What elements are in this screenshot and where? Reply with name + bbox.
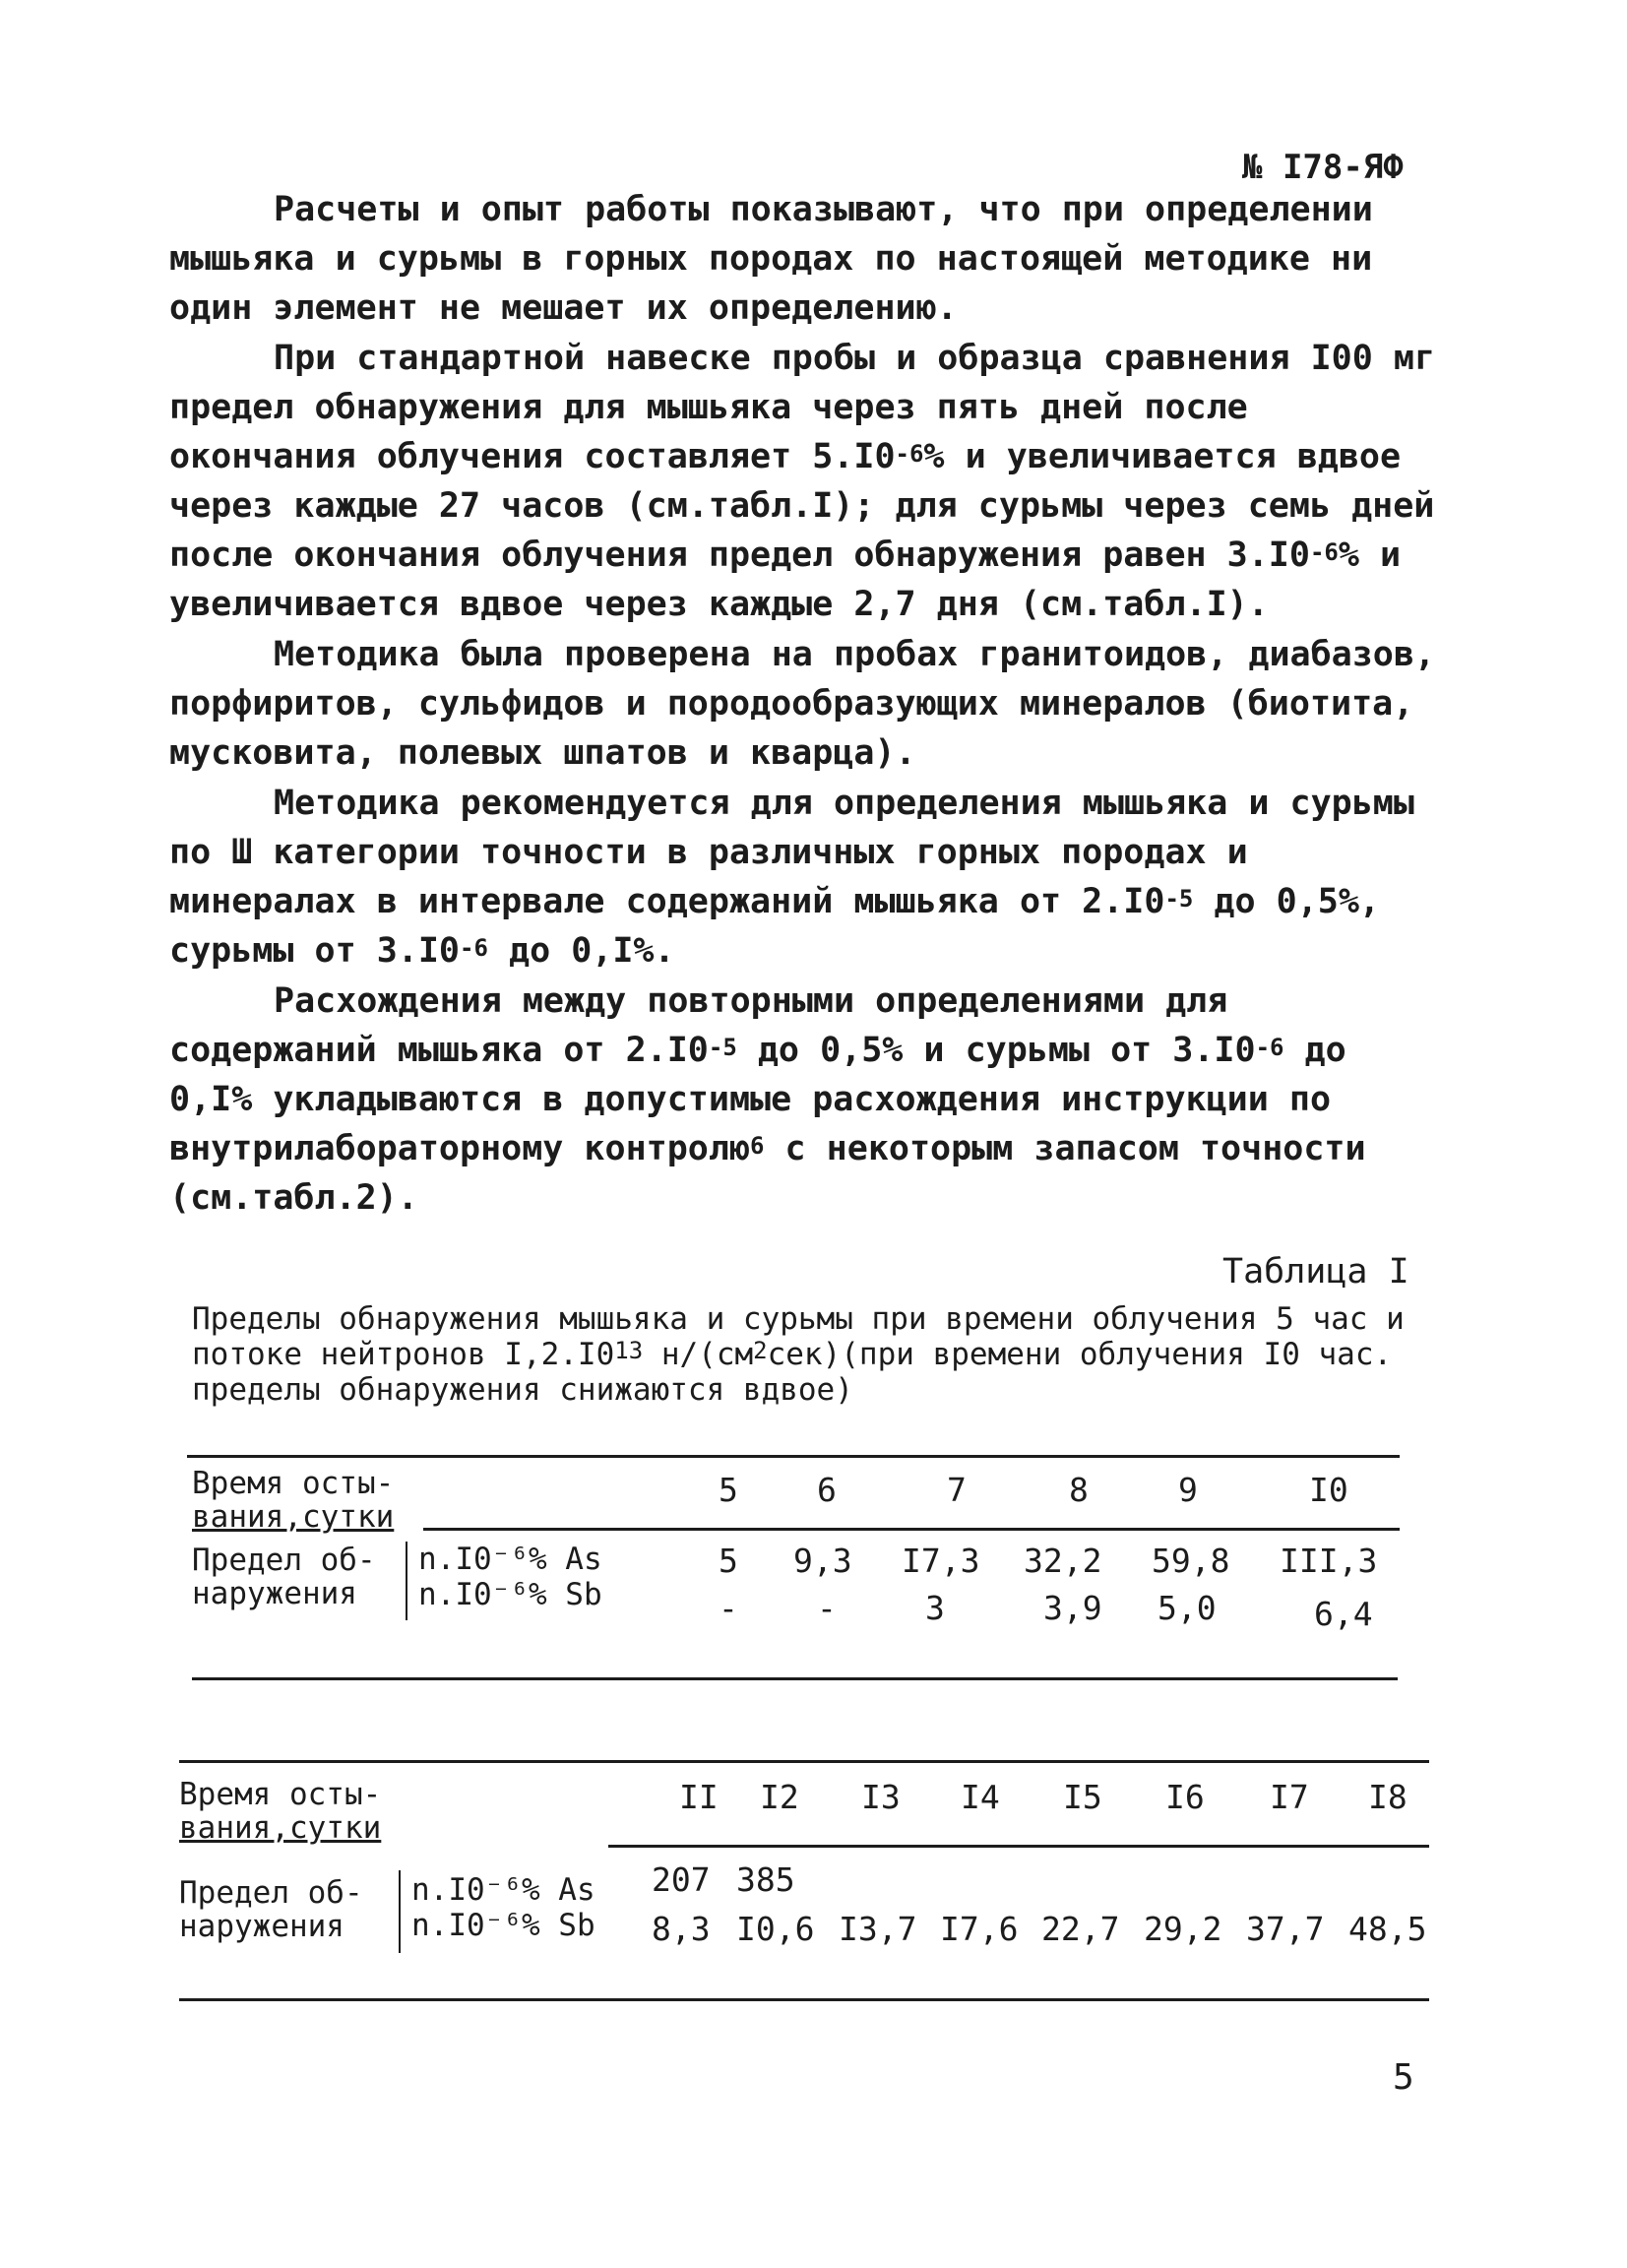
table1-as-cell: 9,3	[793, 1542, 852, 1580]
table2-as-cell: 385	[736, 1860, 795, 1899]
table2-sb-cell: 37,7	[1246, 1910, 1325, 1948]
table1-bottom-rule	[192, 1677, 1398, 1680]
table1-day-cell: 5	[719, 1471, 738, 1509]
page-number: 5	[1393, 2057, 1414, 2098]
table2-header-rule	[608, 1845, 1429, 1848]
table1-units	[418, 1542, 602, 1612]
unit-sb: n.I0⁻⁶% Sb	[411, 1908, 595, 1943]
table1-day-cell: 9	[1178, 1471, 1198, 1509]
paragraph-2: При стандартной навеске пробы и образца сравнения I00 мг предел обнаружения для мышьяка через пять дней после окончания облучения составляет $5.I0^{-6}\%$ и увеличивается вдвое через каждые 27 часов (см.табл.I); для сурьмы через семь дней после окончания облучения предел обнаружения равен $3.I0^{-6}\%$ и увеличивается вдвое через каждые 2,7 дня (см.табл.I).	[169, 339, 1436, 624]
table2-sb-cell: 48,5	[1348, 1910, 1427, 1948]
unit-sb: n.I0⁻⁶% Sb	[418, 1577, 602, 1612]
table1-as-cell: 59,8	[1152, 1542, 1230, 1580]
paragraph-1: Расчеты и опыт работы показывают, что при определении мышьяка и сурьмы в горных породах по настоящей методике ни один элемент не мешает их определению.	[169, 190, 1373, 328]
table2-day-cell: I4	[961, 1778, 1000, 1816]
table2-day-cell: I2	[760, 1778, 799, 1816]
table1-day-cell: 6	[817, 1471, 837, 1509]
unit-as: n.I0⁻⁶% As	[418, 1542, 602, 1577]
paragraph-5: Расхождения между повторными определениями для содержаний мышьяка от $2.I0^{-5}$ до 0,5% и сурьмы от $3.I0^{-6}$ до 0,I% укладываются в допустимые расхождения инструкции по внутрилабораторному контролю$^6$ с некоторым запасом точности (см.табл.2).	[169, 981, 1366, 1218]
table1-sb-cell: 3,9	[1043, 1589, 1102, 1627]
table1-as-cell: 5	[719, 1542, 738, 1580]
table2-time-header: Время осты- вания,сутки	[179, 1777, 382, 1846]
table1-day-cell: 7	[947, 1471, 967, 1509]
table1-header-rule	[423, 1528, 1400, 1531]
table2-bottom-rule	[179, 1998, 1429, 2001]
table2-day-cell: I8	[1368, 1778, 1408, 1816]
table1-sb-cell: 5,0	[1158, 1589, 1217, 1627]
table2-sb-cell: I0,6	[736, 1910, 815, 1948]
table1-day-cell: I0	[1309, 1471, 1348, 1509]
table1-sb-cell: -	[719, 1589, 738, 1627]
table-caption: Пределы обнаружения мышьяка и сурьмы при времени облучения 5 час и потоке нейтронов $I,2.I0^{13}$ $н/(см^2сек)(при$ времени облучения I0 час. пределы обнаружения снижаются вдвое)	[192, 1301, 1405, 1408]
table1-sb-cell: 3	[925, 1589, 945, 1627]
table2-sb-cell: I7,6	[940, 1910, 1019, 1948]
paragraph-4: Методика рекомендуется для определения мышьяка и сурьмы по Ш категории точности в различных горных породах и минералах в интервале содержаний мышьяка от $2.I0^{-5}$ до 0,5%, сурьмы от $3.I0^{-6}$ до 0,I%.	[169, 784, 1414, 971]
table1-sb-cell: 6,4	[1314, 1595, 1373, 1633]
table1-as-cell: I7,3	[902, 1542, 980, 1580]
table1-time-header: Время осты- вания,сутки	[192, 1466, 395, 1535]
table2-sb-cell: 8,3	[652, 1910, 711, 1948]
table2-day-cell: I7	[1270, 1778, 1309, 1816]
table2-day-cell: I3	[861, 1778, 901, 1816]
table1-sb-cell: -	[817, 1589, 837, 1627]
table1-as-cell: 32,2	[1024, 1542, 1102, 1580]
table2-top-rule	[179, 1760, 1429, 1763]
table2-units	[411, 1872, 595, 1943]
table2-brace	[399, 1870, 407, 1953]
table2-sb-cell: I3,7	[839, 1910, 917, 1948]
table1-brace	[406, 1542, 413, 1620]
unit-as: n.I0⁻⁶% As	[411, 1872, 595, 1908]
table2-day-cell: I6	[1165, 1778, 1205, 1816]
table1-as-cell: III,3	[1280, 1542, 1378, 1580]
paragraph-3: Методика была проверена на пробах гранитоидов, диабазов, порфиритов, сульфидов и породообразующих минералов (биотита, мусковита, полевых шпатов и кварца).	[169, 635, 1436, 773]
table2-day-cell: II	[679, 1778, 719, 1816]
document-number: № I78-ЯФ	[1242, 148, 1404, 187]
table2-sb-cell: 22,7	[1041, 1910, 1120, 1948]
table2-day-cell: I5	[1063, 1778, 1102, 1816]
table1-top-rule	[187, 1455, 1400, 1458]
table2-as-cell: 207	[652, 1860, 711, 1899]
table1-limit-header: Предел об- наружения	[192, 1543, 376, 1611]
table1-day-cell: 8	[1069, 1471, 1089, 1509]
table2-limit-header: Предел об- наружения	[179, 1875, 363, 1944]
body-text	[169, 185, 1449, 1224]
table2-sb-cell: 29,2	[1144, 1910, 1222, 1948]
table-label: Таблица I	[1222, 1252, 1409, 1292]
